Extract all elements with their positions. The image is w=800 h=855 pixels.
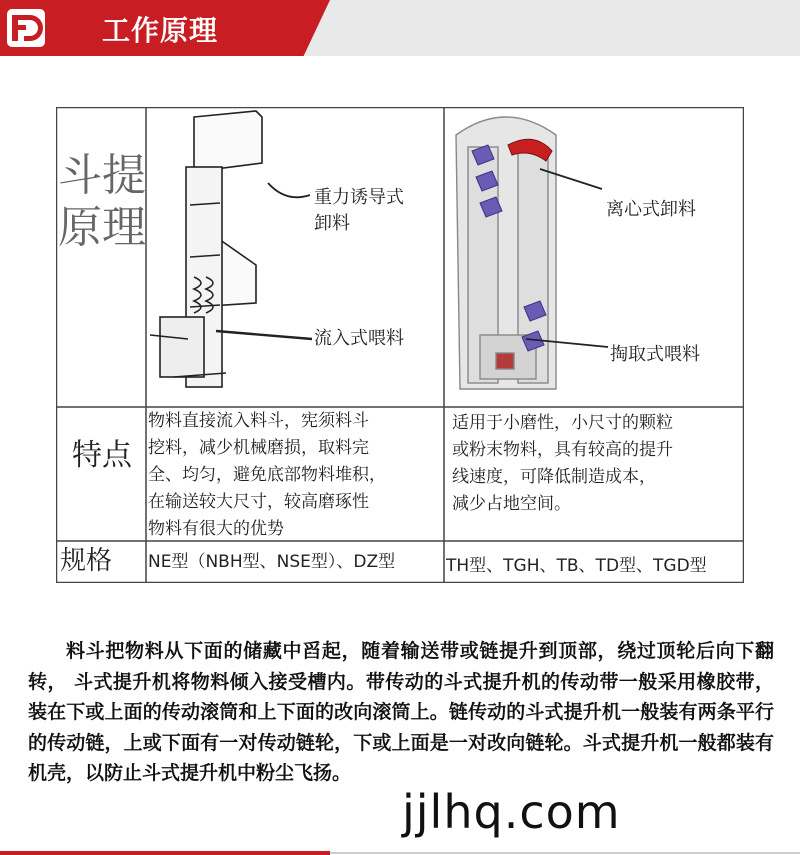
callout-centrifugal-discharge: 离心式卸料 [606, 199, 696, 220]
callout-scoop-feed: 掏取式喂料 [610, 344, 700, 365]
left-feature-line: 在输送较大尺寸，较高磨琢性 [148, 492, 369, 512]
callout-gravity-discharge-line2: 卸料 [314, 213, 350, 234]
right-feature-line: 减少占地空间。 [452, 494, 571, 514]
right-feature-line: 或粉末物料，具有较高的提升 [452, 440, 673, 460]
callout-gravity-discharge-line1: 重力诱导式 [314, 187, 404, 208]
left-feature-line: 物料直接流入料斗，宪须料斗 [148, 411, 369, 431]
right-feature-line: 适用于小磨性，小尺寸的颗粒 [452, 413, 673, 433]
feature-label: 特点 [72, 438, 132, 473]
footer-accent-line [0, 851, 330, 855]
right-spec: TH型、TGH、TB、TD型、TGD型 [446, 556, 707, 576]
right-feature-line: 线速度，可降低制造成本， [452, 467, 656, 487]
spec-label: 规格 [60, 546, 113, 576]
left-feature-line: 全、均匀，避免底部物料堆积， [148, 465, 386, 485]
principle-label: 斗提原理 [58, 150, 146, 253]
left-feature-line: 物料有很大的优势 [148, 519, 284, 539]
brand-logo-icon [6, 8, 46, 48]
callout-flow-in-feed: 流入式喂料 [314, 328, 404, 349]
left-feature-line: 挖料，减少机械磨损，取料完 [148, 438, 369, 458]
site-watermark: jjlhq.com [402, 785, 621, 839]
left-spec: NE型（NBH型、NSE型）、DZ型 [148, 552, 396, 572]
footer-divider [330, 852, 800, 854]
description-paragraph: 料斗把物料从下面的储藏中舀起，随着输送带或链提升到顶部，绕过顶轮后向下翻转， 斗式提升机将物料倾入接受槽内。带传动的斗式提升机的传动带一般采用橡胶带，装在下或上面的传动滚筒和上下面的改向滚筒上。链传动的斗式提升机一般装有两条平行的传动链，上或下面有一对传动链轮，下或上面是一对改向链轮。斗式提升机一般都装有机壳，以防止斗式提升机中粉尘飞扬。 [28, 640, 774, 784]
left-elevator-drawing [150, 111, 262, 387]
page-title: 工作原理 [102, 14, 219, 47]
